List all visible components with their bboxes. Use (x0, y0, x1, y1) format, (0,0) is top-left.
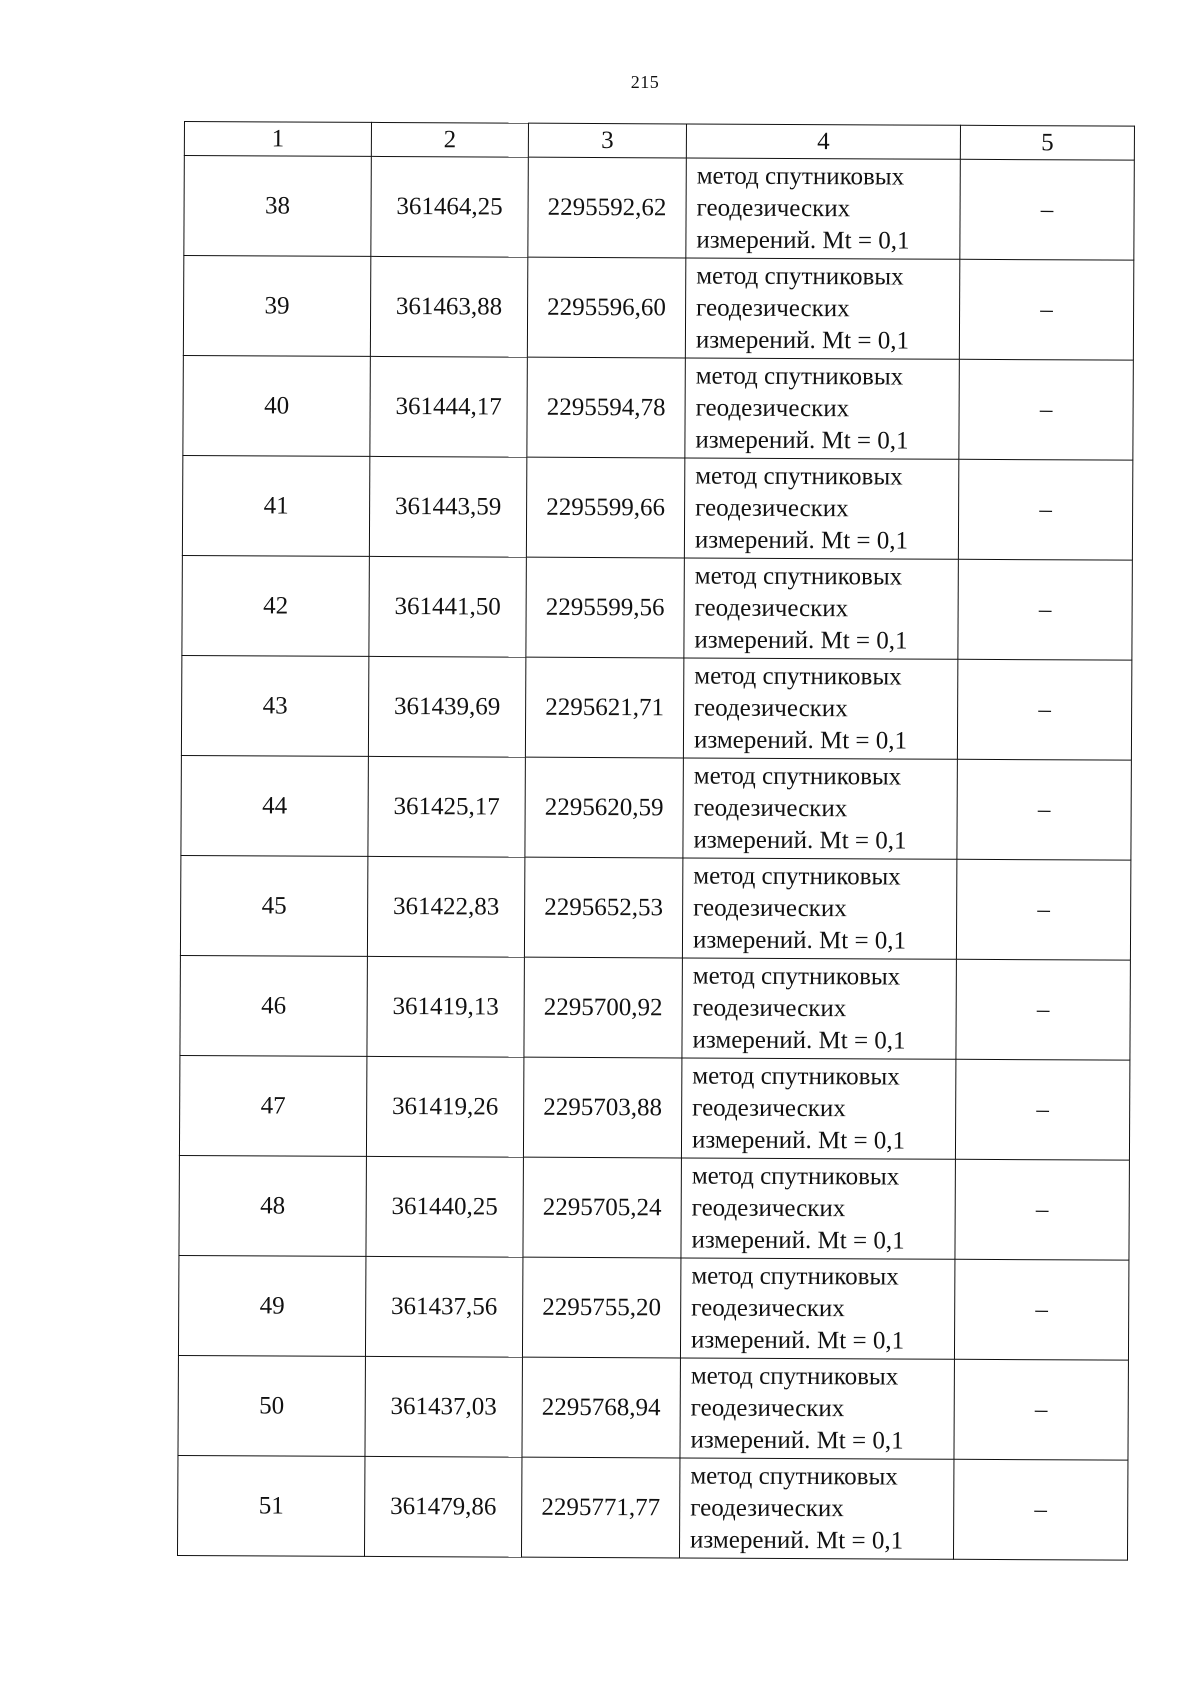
x-coordinate-cell: 361479,86 (364, 1456, 521, 1557)
method-line: измерений. Mt = 0,1 (696, 226, 910, 255)
note-cell: – (955, 1159, 1129, 1260)
column-header-1: 1 (184, 122, 371, 157)
table-row (179, 1055, 1129, 1160)
y-coordinate-cell: 2295621,71 (525, 657, 683, 758)
method-cell (683, 658, 957, 759)
y-coordinate-cell: 2295594,78 (527, 357, 685, 458)
method-line: геодезических (695, 394, 850, 422)
y-coordinate-cell: 2295599,56 (526, 557, 684, 658)
method-line: измерений. Mt = 0,1 (691, 1125, 906, 1155)
point-number-cell: 42 (182, 555, 369, 656)
note-cell: – (960, 159, 1134, 260)
method-line: геодезических (692, 993, 847, 1022)
method-cell (683, 758, 957, 859)
method-line: метод спутниковых (693, 861, 901, 891)
table-row (184, 156, 1134, 261)
column-header-5: 5 (960, 125, 1134, 160)
method-cell (681, 1158, 955, 1259)
y-coordinate-cell: 2295771,77 (521, 1457, 679, 1558)
x-coordinate-cell: 361437,56 (365, 1256, 522, 1357)
method-line: геодезических (693, 793, 848, 822)
point-number-cell: 48 (179, 1155, 366, 1256)
y-coordinate-cell: 2295592,62 (528, 157, 686, 258)
method-cell (679, 1458, 953, 1559)
column-header-2: 2 (371, 122, 528, 157)
coordinates-table (177, 121, 1135, 1561)
x-coordinate-cell: 361439,69 (368, 656, 525, 757)
method-line: метод спутниковых (696, 262, 904, 291)
x-coordinate-cell: 361419,13 (367, 956, 524, 1057)
x-coordinate-cell: 361425,17 (368, 756, 525, 857)
point-number-cell: 38 (184, 156, 371, 257)
y-coordinate-cell: 2295768,94 (522, 1357, 680, 1458)
table-row (181, 655, 1131, 760)
table-row (180, 955, 1130, 1060)
method-line: геодезических (692, 1093, 846, 1122)
point-number-cell: 39 (183, 256, 370, 357)
method-cell (680, 1358, 954, 1459)
note-cell: – (954, 1259, 1128, 1360)
method-line: геодезических (691, 1193, 846, 1222)
method-line: измерений. Mt = 0,1 (695, 426, 909, 455)
table-row (183, 256, 1133, 361)
method-line: метод спутниковых (691, 1161, 900, 1191)
method-line: метод спутниковых (696, 162, 905, 191)
table-header-row (184, 122, 1134, 161)
x-coordinate-cell: 361422,83 (367, 856, 524, 957)
method-cell (680, 1258, 954, 1359)
point-number-cell: 43 (181, 655, 368, 756)
method-line: измерений. Mt = 0,1 (694, 626, 908, 655)
point-number-cell: 41 (182, 455, 369, 556)
method-line: геодезических (690, 1393, 845, 1422)
column-header-4: 4 (686, 124, 960, 159)
method-line: метод спутниковых (692, 961, 901, 991)
y-coordinate-cell: 2295620,59 (525, 757, 683, 858)
method-line: геодезических (696, 194, 851, 222)
point-number-cell: 47 (179, 1055, 366, 1156)
page-number: 215 (630, 72, 660, 92)
table-row (178, 1355, 1128, 1460)
method-line: метод спутниковых (690, 1461, 898, 1491)
method-cell (681, 1058, 955, 1159)
method-cell (685, 258, 959, 359)
method-line: геодезических (691, 1293, 845, 1322)
method-line: измерений. Mt = 0,1 (690, 1325, 905, 1355)
method-line: измерений. Mt = 0,1 (692, 925, 907, 955)
table-row (177, 1455, 1127, 1560)
column-header-3: 3 (528, 123, 686, 158)
method-cell (686, 158, 960, 259)
method-line: измерений. Mt = 0,1 (693, 825, 907, 855)
method-line: измерений. Mt = 0,1 (692, 1025, 906, 1055)
method-line: измерений. Mt = 0,1 (690, 1525, 904, 1555)
point-number-cell: 51 (177, 1455, 364, 1556)
note-cell: – (955, 1059, 1129, 1160)
method-line: метод спутниковых (690, 1361, 899, 1391)
point-number-cell: 45 (180, 855, 367, 956)
note-cell: – (954, 1359, 1128, 1460)
method-line: измерений. Mt = 0,1 (694, 526, 909, 555)
method-line: метод спутниковых (694, 562, 903, 591)
note-cell: – (957, 659, 1131, 760)
point-number-cell: 44 (181, 755, 368, 856)
method-line: измерений. Mt = 0,1 (690, 1425, 904, 1455)
method-line: геодезических (694, 594, 849, 622)
table-row (178, 1255, 1128, 1360)
method-line: геодезических (693, 893, 847, 922)
method-line: измерений. Mt = 0,1 (695, 326, 910, 355)
table-row (181, 755, 1131, 860)
coordinates-table-container (177, 121, 1134, 1561)
point-number-cell: 46 (180, 955, 367, 1056)
x-coordinate-cell: 361437,03 (365, 1356, 522, 1457)
x-coordinate-cell: 361419,26 (366, 1056, 523, 1157)
table-row (182, 455, 1132, 560)
method-line: метод спутниковых (695, 462, 903, 491)
y-coordinate-cell: 2295652,53 (524, 857, 682, 958)
method-line: геодезических (696, 294, 850, 322)
note-cell: – (956, 859, 1130, 960)
x-coordinate-cell: 361444,17 (370, 356, 527, 457)
note-cell: – (959, 359, 1133, 460)
point-number-cell: 50 (178, 1355, 365, 1456)
method-line: метод спутниковых (693, 761, 902, 791)
method-line: метод спутниковых (691, 1261, 899, 1291)
note-cell: – (956, 959, 1130, 1060)
table-body (177, 156, 1134, 1561)
y-coordinate-cell: 2295703,88 (523, 1057, 681, 1158)
x-coordinate-cell: 361464,25 (371, 156, 528, 257)
y-coordinate-cell: 2295596,60 (527, 257, 685, 358)
method-cell (682, 858, 956, 959)
method-line: метод спутниковых (694, 662, 902, 691)
table-row (182, 555, 1132, 660)
method-cell (685, 358, 959, 459)
table-row (179, 1155, 1129, 1260)
method-line: метод спутниковых (695, 362, 904, 391)
method-cell (684, 558, 958, 659)
table-row (180, 855, 1130, 960)
x-coordinate-cell: 361443,59 (369, 456, 526, 557)
y-coordinate-cell: 2295599,66 (526, 457, 684, 558)
method-line: измерений. Mt = 0,1 (691, 1225, 905, 1255)
x-coordinate-cell: 361463,88 (370, 256, 527, 357)
note-cell: – (957, 759, 1131, 860)
y-coordinate-cell: 2295705,24 (523, 1157, 681, 1258)
method-line: геодезических (695, 494, 849, 522)
x-coordinate-cell: 361440,25 (366, 1156, 523, 1257)
method-cell (682, 958, 956, 1059)
method-line: геодезических (694, 694, 848, 722)
point-number-cell: 40 (183, 355, 370, 456)
point-number-cell: 49 (178, 1255, 365, 1356)
note-cell: – (958, 559, 1132, 660)
method-line: метод спутниковых (692, 1061, 900, 1091)
y-coordinate-cell: 2295755,20 (522, 1257, 680, 1358)
note-cell: – (953, 1459, 1127, 1560)
note-cell: – (959, 259, 1133, 360)
method-line: геодезических (690, 1493, 844, 1522)
table-row (183, 355, 1133, 460)
note-cell: – (958, 459, 1132, 560)
y-coordinate-cell: 2295700,92 (524, 957, 682, 1058)
method-cell (684, 458, 958, 559)
x-coordinate-cell: 361441,50 (369, 556, 526, 657)
method-line: измерений. Mt = 0,1 (693, 725, 908, 755)
